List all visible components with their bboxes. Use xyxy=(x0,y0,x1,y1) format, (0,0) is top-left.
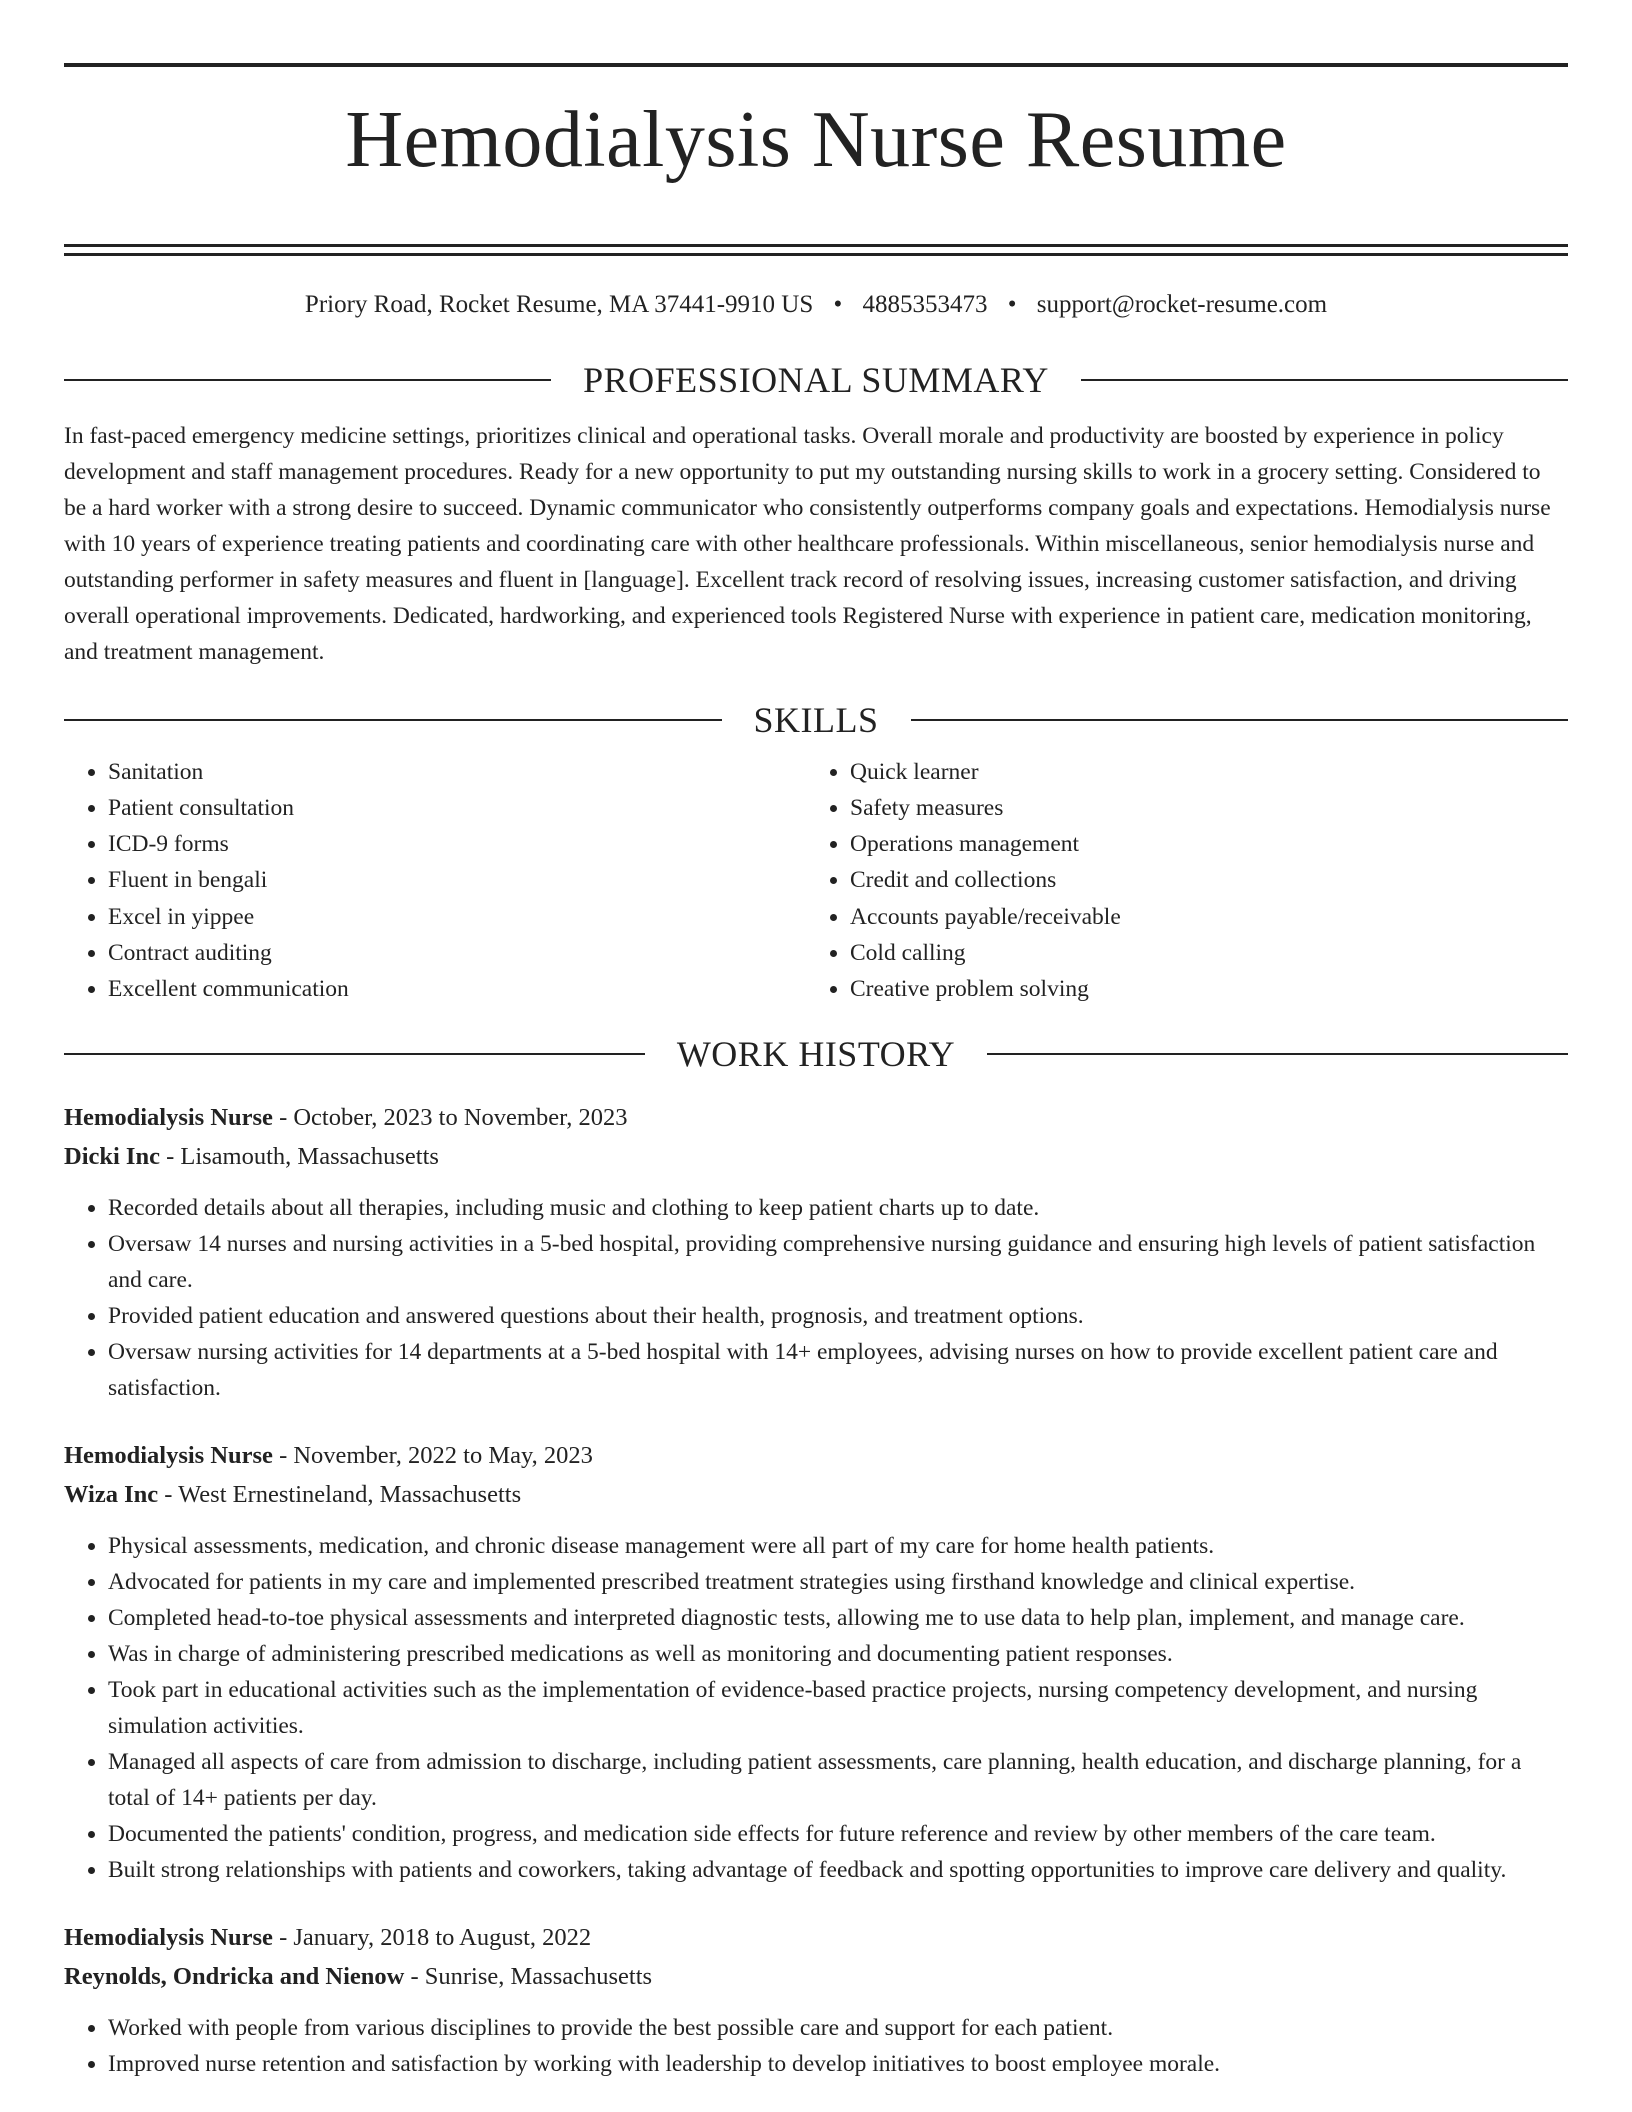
job-location: - Sunrise, Massachusetts xyxy=(404,1962,653,1990)
job-company-line xyxy=(64,1137,1568,1176)
job-title: Hemodialysis Nurse xyxy=(64,1103,273,1131)
job-entry xyxy=(64,1918,1568,2082)
skill-item: • Patient consultation xyxy=(108,790,806,826)
job-bullet: • Advocated for patients in my care and implemented prescribed treatment strategies using firsthand knowledge and clinical expertise. xyxy=(108,1564,1568,1600)
job-bullet: • Documented the patients' condition, progress, and medication side effects for future reference and review by other members of the care team. xyxy=(108,1816,1568,1852)
heading-rule-left xyxy=(64,1053,645,1055)
title-double-rule xyxy=(64,244,1568,256)
contact-address: Priory Road, Rocket Resume, MA 37441-9910 US xyxy=(304,290,814,318)
job-dates: - November, 2022 to May, 2023 xyxy=(272,1441,593,1469)
skill-item: • Contract auditing xyxy=(108,935,806,971)
summary-section-heading xyxy=(64,360,1568,400)
work-section-heading xyxy=(64,1034,1568,1074)
contact-line xyxy=(64,290,1568,320)
skill-item: • Safety measures xyxy=(850,790,1548,826)
heading-rule-right xyxy=(1081,379,1568,381)
job-company: Dicki Inc xyxy=(64,1142,160,1170)
skill-item: • Operations management xyxy=(850,826,1548,862)
heading-rule-right xyxy=(987,1053,1568,1055)
skills-column-right xyxy=(806,754,1548,1008)
job-company-line xyxy=(64,1475,1568,1514)
skill-item: • Creative problem solving xyxy=(850,971,1548,1007)
job-bullets xyxy=(64,1528,1568,1888)
job-entry xyxy=(64,1436,1568,1888)
job-title-line xyxy=(64,1436,1568,1475)
job-bullet: • Managed all aspects of care from admission to discharge, including patient assessments, care planning, health education, and discharge planning, for a total of 14+ patients per day. xyxy=(108,1744,1568,1816)
skills-heading-label: SKILLS xyxy=(753,699,879,740)
skill-item: • Fluent in bengali xyxy=(108,862,806,898)
work-heading-label: WORK HISTORY xyxy=(676,1033,956,1074)
heading-rule-left xyxy=(64,719,722,721)
job-company: Reynolds, Ondricka and Nienow xyxy=(64,1962,405,1990)
skills-list xyxy=(64,754,1568,1008)
summary-heading-label: PROFESSIONAL SUMMARY xyxy=(583,359,1049,400)
job-bullet: • Recorded details about all therapies, including music and clothing to keep patient charts up to date. xyxy=(108,1190,1568,1226)
job-company: Wiza Inc xyxy=(64,1480,159,1508)
skill-item: • Excel in yippee xyxy=(108,899,806,935)
job-bullet: • Took part in educational activities such as the implementation of evidence-based practice projects, nursing competency development, and nursing simulation activities. xyxy=(108,1672,1568,1744)
job-bullet: • Oversaw nursing activities for 14 departments at a 5-bed hospital with 14+ employees, advising nurses on how to provide excellent patient care and satisfaction. xyxy=(108,1334,1568,1406)
job-location: - Lisamouth, Massachusetts xyxy=(159,1142,439,1170)
page-title: Hemodialysis Nurse Resume xyxy=(345,96,1287,184)
top-rule xyxy=(64,63,1568,67)
skills-section-heading xyxy=(64,700,1568,740)
job-title-line xyxy=(64,1098,1568,1137)
job-dates: - January, 2018 to August, 2022 xyxy=(272,1923,592,1951)
job-bullet: • Provided patient education and answered questions about their health, prognosis, and treatment options. xyxy=(108,1298,1568,1334)
job-location: - West Ernestineland, Massachusetts xyxy=(158,1480,522,1508)
job-bullets xyxy=(64,1190,1568,1406)
skill-item: • Quick learner xyxy=(850,754,1548,790)
job-bullet: • Improved nurse retention and satisfaction by working with leadership to develop initiatives to boost employee morale. xyxy=(108,2046,1568,2082)
job-bullet: • Worked with people from various disciplines to provide the best possible care and support for each patient. xyxy=(108,2010,1568,2046)
job-bullets xyxy=(64,2010,1568,2082)
heading-rule-right xyxy=(911,719,1569,721)
job-bullet: • Completed head-to-toe physical assessments and interpreted diagnostic tests, allowing me to use data to help plan, implement, and manage care. xyxy=(108,1600,1568,1636)
job-dates: - October, 2023 to November, 2023 xyxy=(272,1103,628,1131)
contact-phone: 4885353473 xyxy=(862,290,988,318)
contact-separator: • xyxy=(1007,290,1017,318)
job-title: Hemodialysis Nurse xyxy=(64,1441,273,1469)
work-history-list xyxy=(64,1098,1568,2082)
contact-email: support@rocket-resume.com xyxy=(1036,290,1328,318)
job-bullet: • Physical assessments, medication, and chronic disease management were all part of my care for home health patients. xyxy=(108,1528,1568,1564)
resume-page xyxy=(64,0,1568,2082)
skill-item: • Credit and collections xyxy=(850,862,1548,898)
skill-item: • Cold calling xyxy=(850,935,1548,971)
skills-column-left xyxy=(64,754,806,1008)
heading-rule-left xyxy=(64,379,551,381)
contact-separator: • xyxy=(833,290,843,318)
skill-item: • Accounts payable/receivable xyxy=(850,899,1548,935)
job-entry xyxy=(64,1098,1568,1406)
job-bullet: • Was in charge of administering prescribed medications as well as monitoring and documenting patient responses. xyxy=(108,1636,1568,1672)
job-bullet: • Oversaw 14 nurses and nursing activities in a 5-bed hospital, providing comprehensive nursing guidance and ensuring high levels of patient satisfaction and care. xyxy=(108,1226,1568,1298)
job-company-line xyxy=(64,1957,1568,1996)
skill-item: • ICD-9 forms xyxy=(108,826,806,862)
job-title: Hemodialysis Nurse xyxy=(64,1923,273,1951)
summary-text: In fast-paced emergency medicine settings, prioritizes clinical and operational tasks. Overall morale and productivity are boosted by experience in policy development and staff management procedures. Ready for a new opportunity to put my outstanding nursing skills to work in a grocery setting. Considered to be a hard worker with a strong desire to succeed. Dynamic communicator who consistently outperforms company goals and expectations. Hemodialysis nurse with 10 years of experience treating patients and coordinating care with other healthcare professionals. Within miscellaneous, senior hemodialysis nurse and outstanding performer in safety measures and fluent in [language]. Excellent track record of resolving issues, increasing customer satisfaction, and driving overall operational improvements. Dedicated, hardworking, and experienced tools Registered Nurse with experience in patient care, medication monitoring, and treatment management. xyxy=(64,422,1551,665)
job-bullet: • Built strong relationships with patients and coworkers, taking advantage of feedback and spotting opportunities to improve care delivery and quality. xyxy=(108,1852,1568,1888)
skill-item: • Sanitation xyxy=(108,754,806,790)
skill-item: • Excellent communication xyxy=(108,971,806,1007)
job-title-line xyxy=(64,1918,1568,1957)
